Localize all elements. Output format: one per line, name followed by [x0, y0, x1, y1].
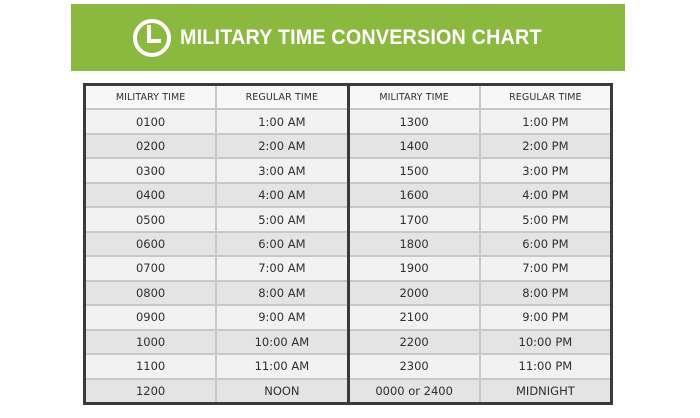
regular-time-cell: 10:00 PM — [481, 331, 610, 353]
military-time-cell: 2100 — [350, 306, 479, 328]
column-header-regular-time: REGULAR TIME — [217, 86, 346, 108]
military-time-cell: 0500 — [86, 208, 215, 230]
page-title: MILITARY TIME CONVERSION CHART — [179, 25, 542, 49]
regular-time-cell: 7:00 PM — [481, 257, 610, 279]
military-time-cell: 1100 — [86, 355, 215, 377]
regular-time-cell: 2:00 AM — [217, 135, 346, 157]
military-time-cell: 1700 — [350, 208, 479, 230]
column-header-military-time: MILITARY TIME — [350, 86, 479, 108]
regular-time-cell: 9:00 PM — [481, 306, 610, 328]
military-time-cell: 1600 — [350, 184, 479, 206]
conversion-table — [83, 83, 613, 405]
column-header-regular-time: REGULAR TIME — [481, 86, 610, 108]
regular-time-cell: 5:00 AM — [217, 208, 346, 230]
regular-time-cell: 3:00 PM — [481, 159, 610, 181]
table-half-am — [86, 86, 347, 402]
military-time-cell: 2000 — [350, 282, 479, 304]
regular-time-cell: 9:00 AM — [217, 306, 346, 328]
military-time-cell: 1000 — [86, 331, 215, 353]
military-time-cell: 0100 — [86, 110, 215, 132]
military-time-cell: 0400 — [86, 184, 215, 206]
regular-time-cell: 11:00 PM — [481, 355, 610, 377]
military-time-cell: 1900 — [350, 257, 479, 279]
military-time-cell: 1300 — [350, 110, 479, 132]
military-time-cell: 0000 or 2400 — [350, 380, 479, 402]
regular-time-cell: 2:00 PM — [481, 135, 610, 157]
regular-time-cell: 1:00 AM — [217, 110, 346, 132]
military-time-cell: 1500 — [350, 159, 479, 181]
regular-time-cell: 5:00 PM — [481, 208, 610, 230]
regular-time-cell: 6:00 PM — [481, 233, 610, 255]
military-time-cell: 1400 — [350, 135, 479, 157]
regular-time-cell: 4:00 AM — [217, 184, 346, 206]
military-time-cell: 2200 — [350, 331, 479, 353]
regular-time-cell: 10:00 AM — [217, 331, 346, 353]
military-time-cell: 1200 — [86, 380, 215, 402]
regular-time-cell: 11:00 AM — [217, 355, 346, 377]
column-header-military-time: MILITARY TIME — [86, 86, 215, 108]
military-time-cell: 0300 — [86, 159, 215, 181]
military-time-cell: 0900 — [86, 306, 215, 328]
military-time-cell: 2300 — [350, 355, 479, 377]
table-half-pm — [350, 86, 611, 402]
regular-time-cell: NOON — [217, 380, 346, 402]
clock-icon — [132, 18, 172, 58]
regular-time-cell: MIDNIGHT — [481, 380, 610, 402]
military-time-cell: 1800 — [350, 233, 479, 255]
regular-time-cell: 1:00 PM — [481, 110, 610, 132]
military-time-cell: 0700 — [86, 257, 215, 279]
regular-time-cell: 6:00 AM — [217, 233, 346, 255]
regular-time-cell: 4:00 PM — [481, 184, 610, 206]
regular-time-cell: 8:00 PM — [481, 282, 610, 304]
military-time-cell: 0200 — [86, 135, 215, 157]
regular-time-cell: 7:00 AM — [217, 257, 346, 279]
military-time-cell: 0800 — [86, 282, 215, 304]
regular-time-cell: 3:00 AM — [217, 159, 346, 181]
title-banner — [71, 4, 625, 71]
military-time-cell: 0600 — [86, 233, 215, 255]
regular-time-cell: 8:00 AM — [217, 282, 346, 304]
